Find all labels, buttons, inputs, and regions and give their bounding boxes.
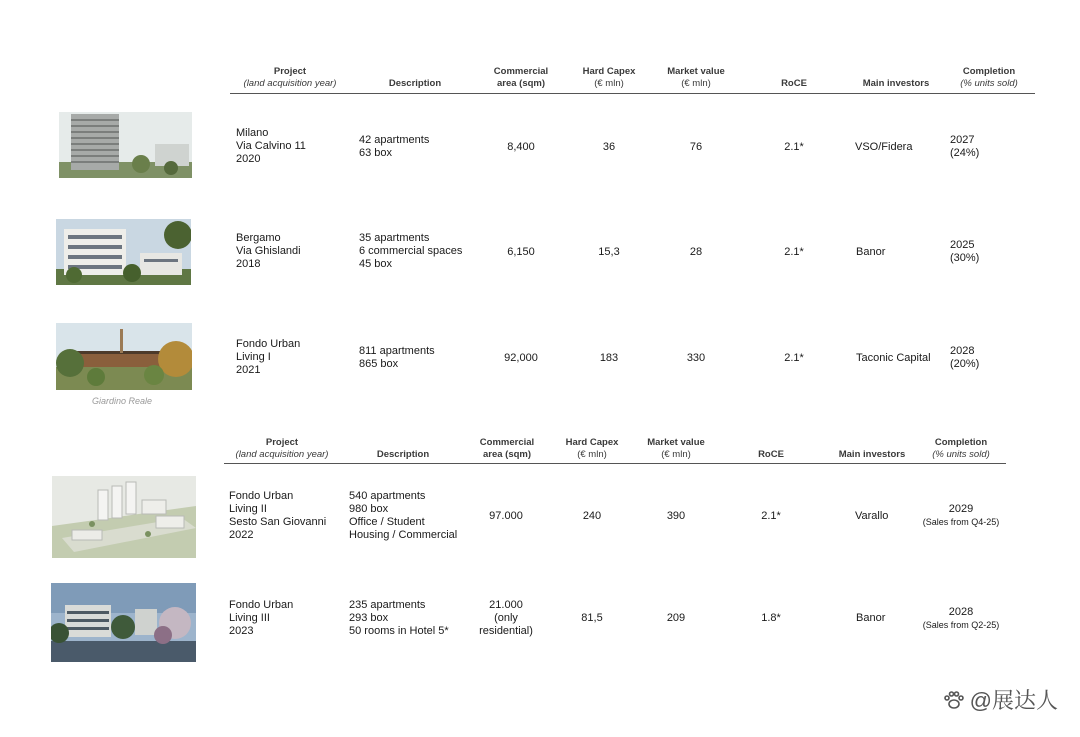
project-year: 2021 (236, 364, 261, 376)
header-completion-label: Completion (934, 437, 988, 448)
t2r1-area: 97.000 (489, 510, 523, 522)
project-year: 2018 (236, 258, 261, 270)
project-image-giardino-reale (56, 323, 192, 390)
t1r3-market: 330 (686, 352, 706, 364)
project-image-urban-living-iii (51, 583, 196, 662)
t1-header-market (656, 66, 736, 90)
header-area-sub: area (sqm) (482, 449, 532, 460)
t1r1-capex: 36 (602, 141, 616, 153)
t1-header-rule (230, 93, 1035, 94)
t2r2-completion (916, 606, 1006, 632)
t1r1-investors: VSO/Fidera (855, 141, 913, 153)
completion-year: 2028 (948, 606, 974, 618)
t2r1-capex: 240 (582, 510, 602, 522)
header-completion-sub: (% units sold) (960, 78, 1018, 89)
t1-header-description: Description (388, 78, 442, 89)
t2r2-roce: 1.8* (761, 612, 781, 624)
t2-header-investors: Main investors (838, 449, 906, 460)
area-note: (only (494, 612, 518, 624)
t1-header-investors: Main investors (862, 78, 930, 89)
header-market-sub: (€ mln) (661, 449, 691, 460)
t2-header-area (464, 437, 550, 461)
t1r3-capex: 183 (599, 352, 619, 364)
t1r1-completion (950, 134, 979, 160)
t1r3-description (359, 345, 435, 371)
project-name-line: Fondo Urban (236, 338, 301, 350)
t1r1-project (236, 127, 306, 166)
t1-header-roce: RoCE (781, 78, 807, 89)
t1r3-area: 92,000 (504, 352, 538, 364)
t2r1-project (229, 490, 326, 542)
image-caption: Giardino Reale (92, 396, 153, 406)
t2r2-market: 209 (666, 612, 686, 624)
header-completion-label: Completion (962, 66, 1016, 77)
paw-icon (942, 688, 966, 712)
t1r3-project (236, 338, 300, 377)
t2-header-market (636, 437, 716, 461)
t2r1-completion (916, 503, 1006, 529)
t1r2-description (359, 232, 462, 271)
t1r2-investors: Banor (856, 246, 886, 258)
header-area-sub: area (sqm) (496, 78, 546, 89)
header-market-label: Market value (667, 66, 725, 77)
t2r1-investors: Varallo (855, 510, 889, 522)
project-address-line: Living II (229, 503, 267, 515)
t2r1-description (349, 490, 457, 542)
t1r1-roce: 2.1* (784, 141, 804, 153)
watermark (942, 684, 1058, 715)
completion-sold: (20%) (950, 358, 980, 370)
t2-header-capex (553, 437, 631, 461)
completion-year: 2025 (950, 239, 975, 251)
t1r3-roce: 2.1* (784, 352, 804, 364)
t1-header-project (232, 66, 348, 90)
description-line: Housing / Commercial (349, 529, 458, 541)
t1r2-completion (950, 239, 979, 265)
t1r2-roce: 2.1* (784, 246, 804, 258)
header-area-label: Commercial (493, 66, 549, 77)
description-line: 865 box (359, 358, 399, 370)
t1-header-area (478, 66, 564, 90)
description-line: 293 box (349, 612, 389, 624)
header-completion-sub: (% units sold) (932, 449, 990, 460)
t1r1-area: 8,400 (507, 141, 535, 153)
t2r2-capex: 81,5 (581, 612, 603, 624)
t1-header-completion (950, 66, 1028, 90)
project-image-sesto-san-giovanni (52, 476, 196, 558)
t2-header-completion (922, 437, 1000, 461)
header-area-label: Commercial (479, 437, 535, 448)
description-line: 540 apartments (349, 490, 426, 502)
project-name-line: Fondo Urban (229, 490, 294, 502)
project-address-line: Via Ghislandi (236, 245, 301, 257)
header-project-label: Project (265, 437, 299, 448)
t2-header-project (224, 437, 340, 461)
project-name-line: Bergamo (236, 232, 281, 244)
description-line: 45 box (359, 258, 393, 270)
completion-year: 2027 (950, 134, 975, 146)
t1r3-completion (950, 345, 979, 371)
description-line: 6 commercial spaces (359, 245, 463, 257)
description-line: 50 rooms in Hotel 5* (349, 625, 449, 637)
description-line: 811 apartments (359, 345, 435, 357)
t1-header-capex (570, 66, 648, 90)
t2-header-roce: RoCE (758, 449, 784, 460)
project-year: 2020 (236, 153, 261, 165)
header-capex-label: Hard Capex (582, 66, 636, 77)
t1r2-capex: 15,3 (598, 246, 620, 258)
t2r2-description (349, 599, 449, 638)
header-capex-label: Hard Capex (565, 437, 619, 448)
header-project-sub: (land acquisition year) (243, 78, 337, 89)
project-year: 2023 (229, 625, 254, 637)
header-project-label: Project (273, 66, 307, 77)
t1r2-market: 28 (689, 246, 703, 258)
t2r2-area (472, 599, 540, 638)
completion-year: 2029 (948, 503, 974, 515)
description-line: 42 apartments (359, 134, 430, 146)
header-project-sub: (land acquisition year) (235, 449, 329, 460)
project-address-line: Via Calvino 11 (236, 140, 306, 152)
t1r2-project (236, 232, 301, 271)
completion-year: 2028 (950, 345, 975, 357)
area-note: residential) (479, 625, 533, 637)
description-line: 980 box (349, 503, 389, 515)
completion-sales-start: (Sales from Q2-25) (922, 620, 1000, 630)
t2-header-rule (224, 463, 1006, 464)
t1r1-market: 76 (689, 141, 703, 153)
header-market-label: Market value (647, 437, 705, 448)
header-capex-sub: (€ mln) (577, 449, 607, 460)
project-address-line: Living I (236, 351, 271, 363)
watermark-text: @展达人 (969, 688, 1058, 713)
t2r1-roce: 2.1* (761, 510, 781, 522)
t2r1-market: 390 (666, 510, 686, 522)
completion-sold: (30%) (950, 252, 980, 264)
project-image-milano (59, 112, 192, 178)
project-name-line: Milano (236, 127, 269, 139)
description-line: 35 apartments (359, 232, 430, 244)
header-capex-sub: (€ mln) (594, 78, 624, 89)
project-name-line: Fondo Urban (229, 599, 294, 611)
project-image-bergamo (56, 219, 191, 285)
header-market-sub: (€ mln) (681, 78, 711, 89)
t2r2-project (229, 599, 293, 638)
completion-sold: (24%) (950, 147, 980, 159)
t1r3-investors: Taconic Capital (856, 352, 931, 364)
description-line: Office / Student (349, 516, 425, 528)
project-address-line: Sesto San Giovanni (229, 516, 327, 528)
project-year: 2022 (229, 529, 254, 541)
description-line: 63 box (359, 147, 393, 159)
description-line: 235 apartments (349, 599, 426, 611)
t2-header-description: Description (376, 449, 430, 460)
t1r1-description (359, 134, 429, 160)
area-value: 21.000 (489, 599, 523, 611)
t2r2-investors: Banor (856, 612, 886, 624)
completion-sales-start: (Sales from Q4-25) (922, 517, 1000, 527)
project-address-line: Living III (229, 612, 270, 624)
t1r2-area: 6,150 (507, 246, 535, 258)
